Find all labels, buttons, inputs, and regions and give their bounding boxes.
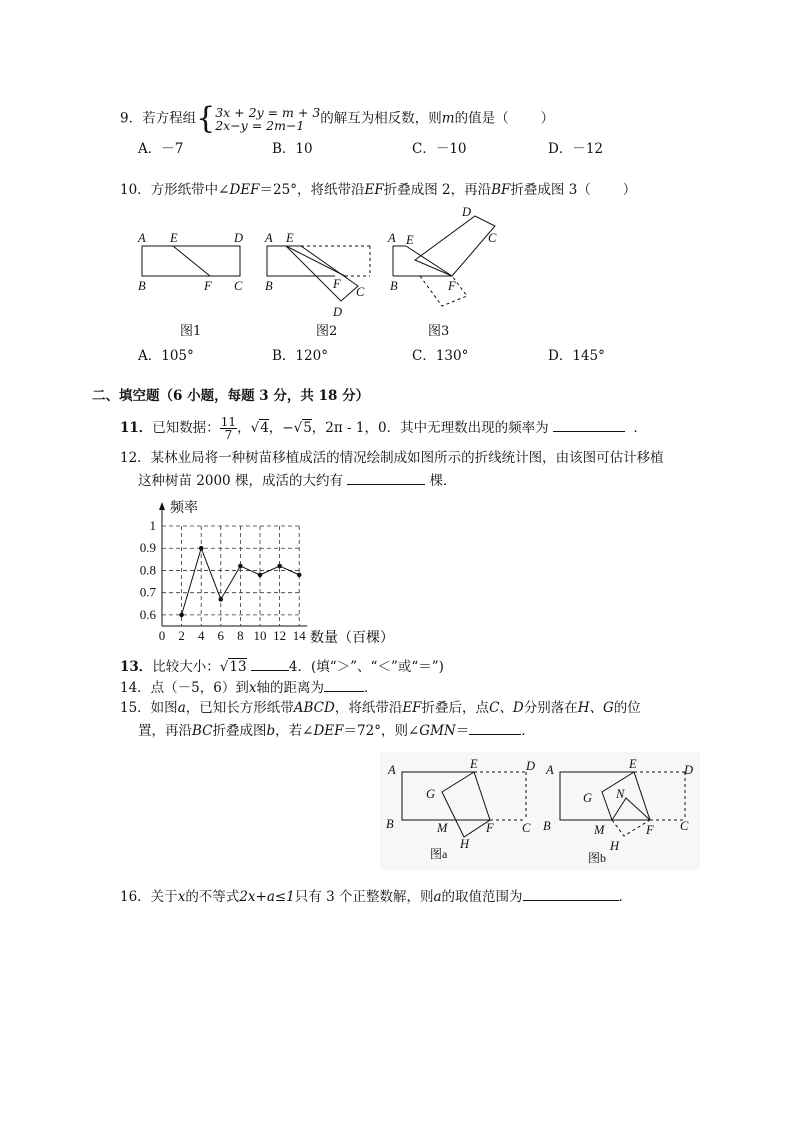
- data-point: [199, 546, 204, 551]
- fig2-folded-strip: [286, 246, 358, 301]
- figb-label-n: N: [616, 787, 625, 801]
- fig1-label-e: E: [170, 231, 178, 245]
- q15-fold2: BC: [192, 723, 213, 739]
- figa-label-d: D: [526, 759, 536, 773]
- q9-option-d: D．－12: [548, 141, 604, 157]
- q15-figures: [380, 752, 700, 870]
- q9-close: ）: [540, 110, 555, 127]
- brace-symbol: {: [196, 101, 216, 136]
- question-14: [120, 677, 377, 698]
- q15-line2a: 置，再沿: [138, 723, 192, 739]
- q9-option-a: A．－7: [138, 141, 184, 157]
- figa-label-f: F: [486, 821, 494, 835]
- fraction-11-7: [220, 416, 237, 441]
- q10-fold1: EF: [364, 182, 384, 198]
- q15-line1e: 分别落在: [523, 700, 578, 716]
- y-tick-label: 0.9: [139, 540, 156, 556]
- q16-var2: a: [433, 889, 442, 905]
- y-tick-label: 1: [149, 518, 156, 533]
- fig2-edge: [267, 246, 345, 276]
- q14-axis: x: [248, 680, 257, 696]
- figb-label-f: F: [646, 823, 654, 837]
- chart-ticks: [140, 518, 306, 643]
- question-12-line2: [138, 470, 457, 491]
- figa-label-a: A: [388, 763, 396, 777]
- q9-prefix: 9．若方程组: [120, 110, 197, 127]
- fig1-label-c: C: [234, 279, 243, 293]
- x-tick-label: 8: [237, 628, 244, 643]
- fig3-label-b: B: [390, 279, 398, 293]
- q15-fold: EF: [402, 700, 422, 716]
- y-tick-label: 0.7: [139, 584, 156, 600]
- sqrt-5: 5: [303, 420, 312, 436]
- fig3-label-a: A: [388, 231, 396, 245]
- q15-line2d: ＝72°，则∠: [343, 723, 420, 739]
- x-tick-label: 14: [292, 628, 306, 643]
- q10-option-d: D．145°: [548, 348, 605, 364]
- data-point: [277, 564, 282, 569]
- section-2-title: 二、填空题（6 小题，每题 3 分，共 18 分）: [92, 388, 370, 404]
- fig3-caption: 图3: [428, 324, 450, 339]
- q13-text2: 4．(填“＞”、“＜”或“＝”): [288, 659, 444, 675]
- q15-line2b: 折叠成图: [212, 723, 267, 739]
- q13-answer-blank[interactable]: [251, 656, 289, 671]
- fig3-label-c: C: [488, 231, 497, 245]
- figa-label-h: H: [460, 837, 470, 851]
- fig3-label-e: E: [406, 233, 414, 247]
- figb-label-a: A: [546, 763, 554, 777]
- data-point: [179, 613, 184, 618]
- figa-label-g: G: [426, 787, 436, 801]
- figb-caption: 图b: [588, 851, 607, 865]
- q9-suffix1: 的解互为相反数，则: [320, 110, 442, 127]
- q14-text2: 轴的距离为: [256, 680, 324, 696]
- y-tick-label: 0.8: [139, 562, 156, 578]
- q16-text2: 的不等式: [185, 889, 240, 905]
- figb-label-m: M: [594, 823, 605, 837]
- q16-end: ．: [618, 889, 633, 905]
- x-tick-label: 4: [197, 628, 205, 643]
- q11-rest: ，2π - 1，0．其中无理数出现的频率为: [311, 420, 549, 436]
- x-tick-label: 2: [178, 628, 185, 643]
- q12-line-chart: [130, 492, 410, 652]
- chart-xlabel: 数量（百棵）: [310, 631, 394, 646]
- figa-caption: 图a: [430, 847, 448, 861]
- figb-label-c: C: [680, 819, 689, 833]
- q16-answer-blank[interactable]: [523, 886, 619, 901]
- q15-fig-b-var: b: [266, 723, 276, 739]
- q10-mid1: ＝25°，将纸带沿: [259, 182, 365, 198]
- equation-2: 2x−y = 2m−1: [215, 118, 305, 133]
- q11-sep: ，: [237, 420, 251, 436]
- q9-suffix2: 的值是（: [454, 110, 509, 127]
- fig2-label-a: A: [265, 231, 273, 245]
- q15-end: ．: [521, 723, 535, 739]
- fig2-caption: 图2: [316, 324, 338, 339]
- q10-angle: DEF: [229, 182, 260, 198]
- fig1-label-f: F: [204, 279, 212, 293]
- figa-label-c: C: [522, 821, 531, 835]
- question-10: [120, 180, 636, 200]
- data-point: [238, 564, 243, 569]
- q16-text1: 16．关于: [120, 889, 178, 905]
- fig3-label-d: D: [462, 205, 472, 219]
- figb-label-e: E: [629, 757, 637, 771]
- figb-label-g: G: [583, 791, 593, 805]
- q16-var: x: [177, 889, 186, 905]
- q12-line2a: 这种树苗 2000 棵，成活的大约有: [138, 473, 343, 489]
- fig1-label-d: D: [234, 231, 244, 245]
- q15-line1c: ，将纸带沿: [334, 700, 403, 716]
- x-tick-label: 12: [273, 628, 287, 643]
- question-15-line1: [120, 698, 641, 718]
- fig3-dash: [420, 276, 467, 306]
- figure-background: [380, 752, 700, 870]
- equation-1: 3x + 2y = m + 3: [215, 105, 321, 120]
- question-15-line2: [138, 720, 535, 741]
- question-12-line1: 12．某林业局将一种树苗移植成活的情况绘制成如图所示的折线统计图，由该图可估计移植: [120, 450, 664, 466]
- q14-end: ．: [363, 680, 378, 696]
- equation-system: [215, 106, 320, 132]
- fig3-label-f: F: [448, 279, 456, 293]
- q10-option-c: C．130°: [412, 348, 469, 364]
- q15-fig-a-var: a: [177, 700, 186, 716]
- q16-ineq: 2x+a≤1: [239, 889, 295, 905]
- fig1-fold-line: [173, 246, 210, 276]
- fig1-label-b: B: [138, 279, 146, 293]
- fig1-label-a: A: [138, 231, 146, 245]
- q9-var: m: [441, 110, 455, 127]
- q10-prefix: 10．方形纸带中∠: [120, 182, 230, 198]
- fig2-label-e: E: [286, 231, 294, 245]
- fig1-caption: 图1: [180, 324, 202, 339]
- q10-mid2: 折叠成图 2，再沿: [383, 182, 492, 198]
- q16-text4: 的取值范围为: [441, 889, 523, 905]
- q10-close: ）: [622, 182, 637, 198]
- question-11: 11．已知数据： $\frac{11}{7}$ ，√4，−√5，2π - 1，0．其中无理数出现的频率为 ．: [120, 415, 647, 442]
- q12-answer-blank[interactable]: [347, 470, 425, 485]
- q15-answer-blank[interactable]: [469, 720, 521, 735]
- q9-option-c: C．－10: [412, 141, 467, 157]
- q10-option-b: B．120°: [272, 348, 328, 364]
- fig3-edge: [406, 246, 452, 276]
- sqrt-13: 13: [229, 659, 247, 675]
- data-point: [258, 573, 263, 578]
- q9-option-b: B．10: [272, 141, 313, 157]
- figa-label-e: E: [470, 757, 478, 771]
- fig2-label-d: D: [333, 305, 343, 319]
- x-tick-label: 10: [253, 628, 267, 643]
- q15-line1f: 的位: [613, 700, 641, 716]
- figa-label-m: M: [437, 821, 448, 835]
- q15-line2c: ，若∠: [275, 723, 314, 739]
- q10-mid3: 折叠成图 3（: [510, 182, 591, 198]
- q16-text3: 只有 3 个正整数解，则: [294, 889, 434, 905]
- y-tick-label: 0.6: [139, 606, 156, 622]
- frac-denominator: 7: [224, 428, 233, 442]
- fig3-left: [393, 246, 406, 276]
- q15-pts: C、D: [489, 700, 524, 716]
- q12-line2b: 棵．: [429, 473, 457, 489]
- x-tick-label: 6: [217, 628, 225, 643]
- fig2-label-c: C: [356, 285, 365, 299]
- chart-ylabel: 频率: [170, 501, 198, 516]
- figa-label-b: B: [386, 817, 394, 831]
- y-axis-arrow: [159, 502, 165, 510]
- q11-end: ．: [633, 420, 647, 436]
- q15-line2e: ＝: [455, 723, 470, 739]
- q15-angle: DEF: [313, 723, 344, 739]
- figb-label-h: H: [610, 839, 620, 853]
- q13-num: 13．: [120, 659, 153, 675]
- q15-rect: ABCD: [293, 700, 335, 716]
- q15-line1d: 折叠后，点: [421, 700, 490, 716]
- q13-text1: 比较大小：: [152, 659, 220, 675]
- question-13: 13．比较大小：√13 4．(填“＞”、“＜”或“＝”): [120, 656, 444, 677]
- fig2-label-b: B: [265, 279, 273, 293]
- fig2-label-f: F: [333, 277, 341, 291]
- q11-num: 11．: [120, 420, 153, 436]
- q11-neg: ，−: [268, 420, 294, 436]
- question-9: [120, 101, 555, 136]
- q15-angle2: GMN: [419, 723, 456, 739]
- sqrt-4: 4: [260, 420, 269, 436]
- q15-line1a: 15．如图: [120, 700, 178, 716]
- q10-option-a: A．105°: [138, 348, 194, 364]
- q15-line1b: ，已知长方形纸带: [185, 700, 294, 716]
- q14-text1: 14．点（－5，6）到: [120, 680, 249, 696]
- figb-label-d: D: [684, 763, 694, 777]
- q11-answer-blank[interactable]: [553, 417, 625, 432]
- fig3-folded-strip: [415, 216, 495, 276]
- data-point: [297, 573, 302, 578]
- frac-numerator: 11: [220, 415, 237, 429]
- x-tick-label: 0: [158, 628, 166, 643]
- q14-answer-blank[interactable]: [324, 677, 364, 692]
- q10-fold2: BF: [491, 182, 511, 198]
- figb-label-b: B: [543, 819, 551, 833]
- data-point: [219, 597, 224, 602]
- question-16: [120, 886, 632, 907]
- q15-pts2: H、G: [577, 700, 614, 716]
- q11-text1: 已知数据：: [152, 420, 220, 436]
